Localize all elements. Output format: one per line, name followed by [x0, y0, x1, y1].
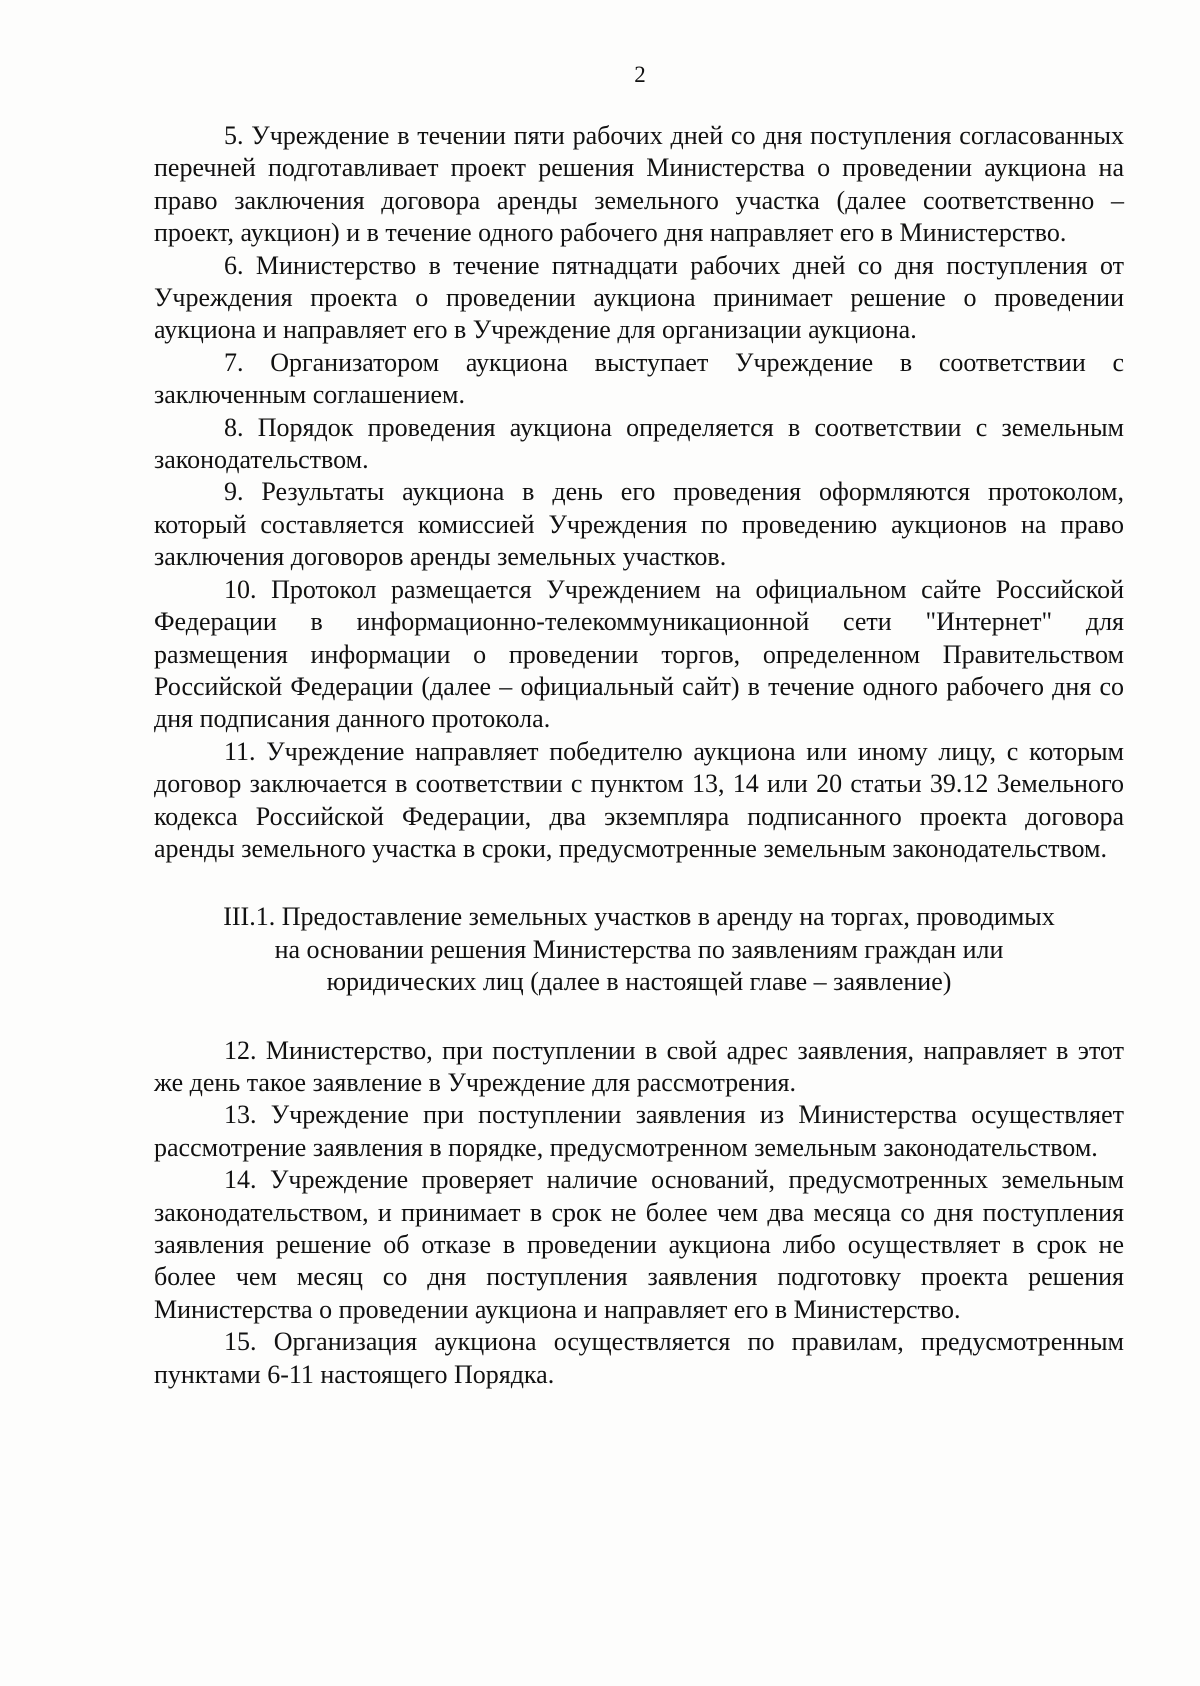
- paragraph-5: 5. Учреждение в течении пяти рабочих дней со дня поступления согласованных перечней подготавливает проект решения Министерства о проведении аукциона на право заключения договора аренды земельного участка (далее соответственно – проект, аукцион) и в течение одного рабочего дня направляет его в Министерство.: [154, 121, 1124, 248]
- paragraph-14: 14. Учреждение проверяет наличие оснований, предусмотренных земельным законодательством, и принимает в срок не более чем два месяца со дня поступления заявления решение об отказе в проведении аукциона либо осуществляет в срок не более чем месяц со дня поступления заявления подготовку проекта решения Министерства о проведении аукциона и направляет его в Министерство.: [154, 1165, 1124, 1324]
- paragraph-15: 15. Организация аукциона осуществляется по правилам, предусмотренным пунктами 6-11 настоящего Порядка.: [154, 1327, 1124, 1389]
- page-number: 2: [634, 62, 646, 87]
- paragraph-9: 9. Результаты аукциона в день его проведения оформляются протоколом, который составляется комиссией Учреждения по проведению аукционов на право заключения договоров аренды земельных участков.: [154, 477, 1124, 572]
- paragraph-11: 11. Учреждение направляет победителю аукциона или иному лицу, с которым договор заключается в соответствии с пунктом 13, 14 или 20 статьи 39.12 Земельного кодекса Российской Федерации, два экземпляра подписанного проекта договора аренды земельного участка в сроки, предусмотренные земельным законодательством.: [154, 736, 1124, 863]
- paragraph-10: 10. Протокол размещается Учреждением на официальном сайте Российской Федерации в информационно-телекоммуникационной сети "Интернет" для размещения информации о проведении торгов, определенном Правительством Российской Федерации (далее – официальный сайт) в течение одного рабочего дня со дня подписания данного протокола.: [154, 574, 1124, 734]
- paragraph-8: 8. Порядок проведения аукциона определяется в соответствии с земельным законодательством.: [154, 412, 1124, 475]
- section-heading-line-3: юридических лиц (далее в настоящей главе – заявление): [326, 967, 952, 997]
- section-heading-line-2: на основании решения Министерства по заявлениям граждан или: [274, 934, 1004, 964]
- section-heading-line-1: III.1. Предоставление земельных участков в аренду на торгах, проводимых: [223, 902, 1055, 932]
- section-heading: [154, 901, 1124, 998]
- paragraph-7: 7. Организатором аукциона выступает Учреждение в соответствии с заключенным соглашением.: [154, 347, 1124, 410]
- document-body: [154, 120, 1124, 1391]
- paragraph-13: 13. Учреждение при поступлении заявления из Министерства осуществляет рассмотрение заявления в порядке, предусмотренном земельным законодательством.: [154, 1100, 1124, 1162]
- paragraph-6: 6. Министерство в течение пятнадцати рабочих дней со дня поступления от Учреждения проекта о проведении аукциона принимает решение о проведении аукциона и направляет его в Учреждение для организации аукциона.: [154, 250, 1124, 345]
- paragraph-12: 12. Министерство, при поступлении в свой адрес заявления, направляет в этот же день такое заявление в Учреждение для рассмотрения.: [154, 1035, 1124, 1097]
